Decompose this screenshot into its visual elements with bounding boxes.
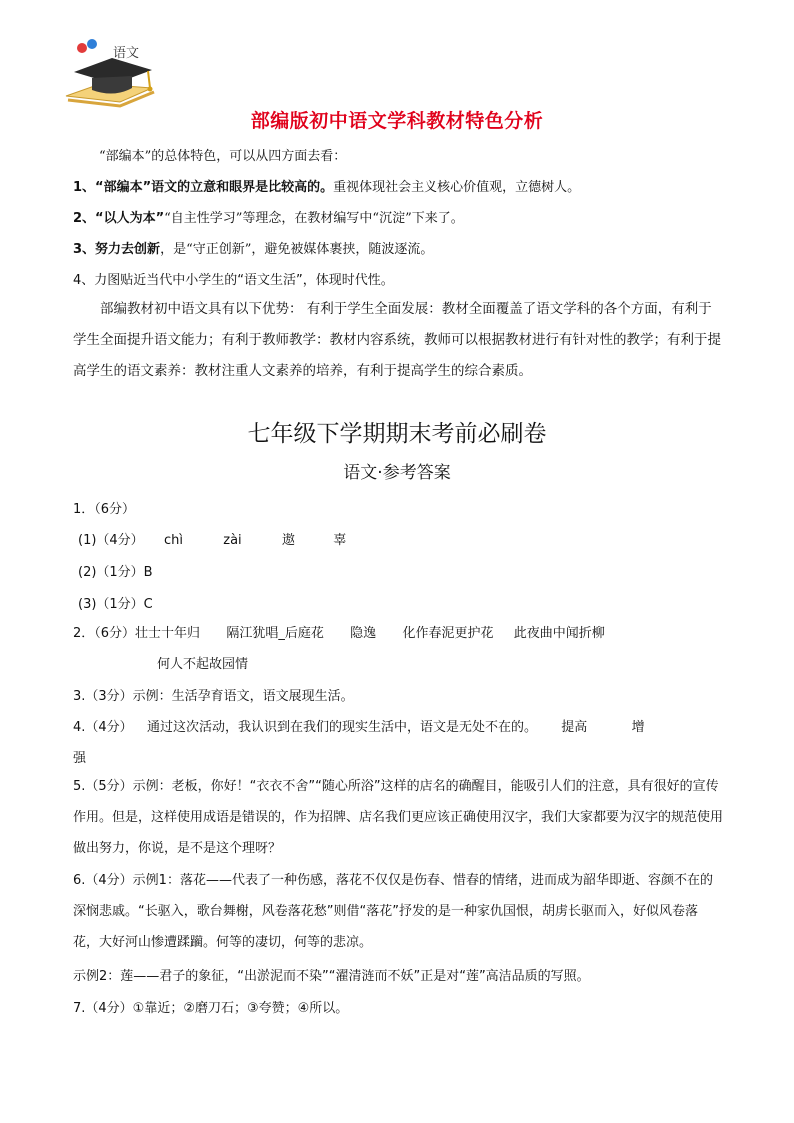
point-bold: “以人为本” — [95, 211, 165, 226]
answer-q1-2: (2)（1分）B — [78, 565, 153, 580]
answer-q3: 3.（3分）示例：生活孕育语文，语文展现生活。 — [73, 689, 354, 704]
q2-item: 隐逸 — [350, 626, 377, 641]
answer-q2-cont: 何人不起故园情 — [157, 657, 249, 672]
q-label: 2．（6分） — [73, 626, 136, 641]
point-3 — [73, 238, 433, 257]
q-label: (1)（4分） — [78, 533, 144, 548]
answer-q1-3: (3)（1分）C — [78, 597, 153, 612]
answer-q7: 7.（4分）①靠近；②磨刀石；③夸赞；④所以。 — [73, 1001, 349, 1016]
point-rest: 重视体现社会主义核心价值观，立德树人。 — [333, 180, 581, 195]
logo — [60, 38, 160, 110]
answer-q1: 1．（6分） — [73, 502, 136, 517]
point-rest: “自主性学习”等理念，在教材编写中“沉淀”下来了。 — [164, 211, 464, 226]
q2-item: 隔江犹唱_后庭花 — [226, 626, 324, 641]
q4-b: 增 — [631, 720, 645, 735]
point-2 — [73, 207, 464, 226]
point-4 — [73, 269, 394, 288]
logo-text: 语文 — [113, 46, 140, 61]
answer-q2 — [73, 622, 605, 641]
point-1 — [73, 176, 580, 195]
q-label: 4.（4分） — [73, 720, 133, 735]
exam-title: 七年级下学期期末考前必刷卷 — [247, 421, 547, 447]
answer-q1-1 — [78, 529, 346, 548]
answer-q4 — [73, 716, 645, 735]
q4-text: 通过这次活动，我认识到在我们的现实生活中，语文是无处不在的。 — [146, 720, 537, 735]
point-num: 1、 — [73, 180, 96, 195]
q4-a: 提高 — [561, 720, 588, 735]
header-title: 部编版初中语文学科教材特色分析 — [250, 110, 544, 132]
q2-item: 壮士十年归 — [135, 626, 201, 641]
point-rest: 力图贴近当代中小学生的“语文生活”，体现时代性。 — [94, 273, 394, 288]
point-num: 3、 — [73, 242, 96, 257]
pinyin-a: chì — [163, 533, 183, 548]
q2-item: 化作春泥更护花 — [402, 626, 494, 641]
answer-q4-c: 强 — [73, 751, 87, 766]
q2-item: 此夜曲中闻折柳 — [513, 626, 605, 641]
exam-subtitle: 语文·参考答案 — [343, 463, 451, 483]
point-num: 2、 — [73, 211, 96, 226]
point-bold: 努力去创新 — [95, 242, 161, 257]
answer-q5: 5.（5分）示例：老板，你好！“衣衣不舍”“随心所浴”这样的店名的确醒目，能吸引人们的注意，具有很好的宣传作用。但是，这样使用成语是错误的，作为招牌、店名我们更应该正确使用汉字，我们大家都要为汉字的规范使用做出努力，你说，是不是这个理呀？ — [73, 779, 724, 856]
graduation-cap-book-icon — [60, 38, 160, 110]
answer-q6: 6.（4分）示例1：落花——代表了一种伤感，落花不仅仅是伤春、惜春的情绪，进而成为韶华即逝、容颜不在的深悯悲戚。“长驱入，歌台舞榭，风卷落花愁”则借“落花”抒发的是一种家仇国恨，胡虏长驱而入，好似风卷落花，大好河山惨遭蹂躏。何等的凄切，何等的悲凉。 — [73, 873, 713, 950]
advantage-paragraph: 部编教材初中语文具有以下优势： 有利于学生全面发展：教材全面覆盖了语文学科的各个方面，有利于学生全面提升语文能力；有利于教师教学：教材内容系统，教师可以根据教材进行有针对性的教学；有利于提高学生的语文素养：教材注重人文素养的培养，有利于提高学生的综合素质。 — [73, 301, 721, 379]
intro-text: “部编本”的总体特色，可以从四方面去看： — [99, 149, 347, 164]
pinyin-b: zài — [223, 533, 242, 548]
char-d: 辜 — [333, 533, 347, 548]
point-bold: “部编本”语文的立意和眼界是比较高的。 — [95, 180, 334, 195]
point-num: 4、 — [73, 273, 95, 288]
point-rest: ，是“守正创新”，避免被媒体裹挟，随波逐流。 — [160, 242, 434, 257]
char-c: 遨 — [281, 533, 295, 548]
answer-q6-example2: 示例2：莲——君子的象征，“出淤泥而不染”“濯清涟而不妖”正是对“莲”高洁品质的写照。 — [73, 969, 590, 984]
